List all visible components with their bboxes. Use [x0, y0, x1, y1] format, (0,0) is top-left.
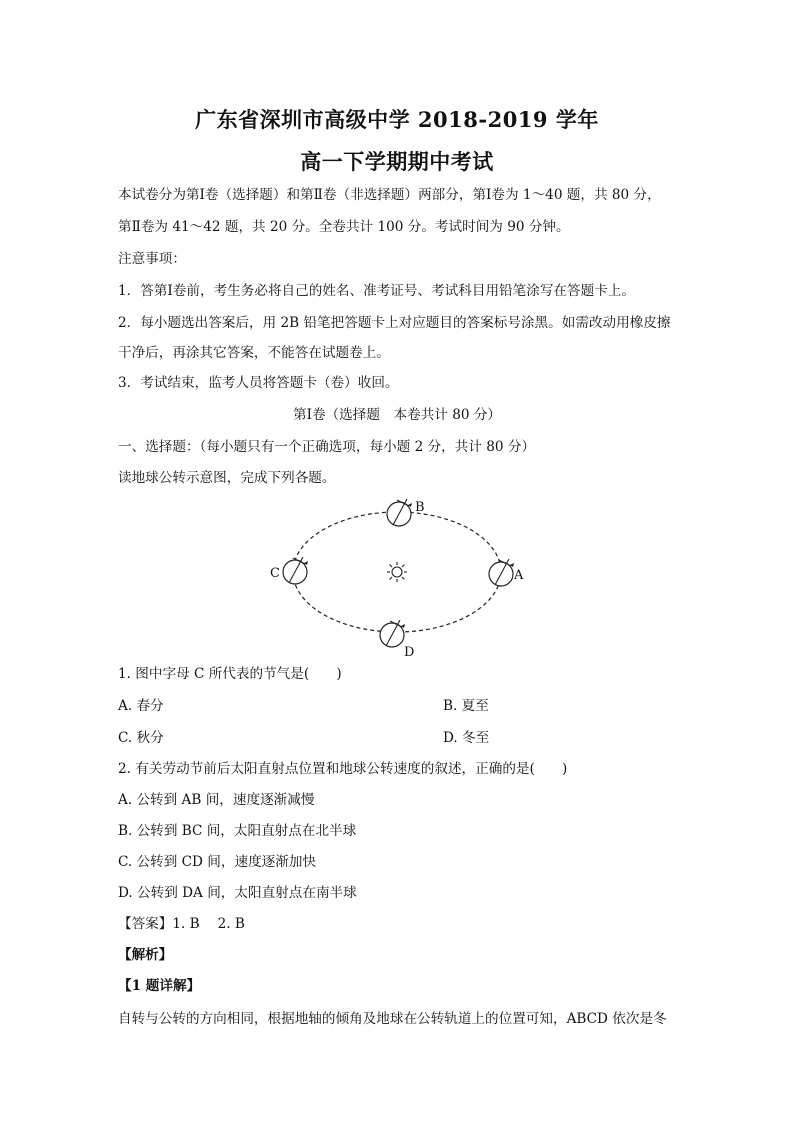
q1-option-a[interactable]: A. 春分	[118, 698, 164, 714]
q1-option-c[interactable]: C. 秋分	[118, 730, 164, 746]
intro-line-1: 本试卷分为第Ⅰ卷（选择题）和第Ⅱ卷（非选择题）两部分，第Ⅰ卷为 1～40 题，共 80 分，	[118, 187, 661, 203]
notes-item-2-line-1: 2．每小题选出答案后，用 2B 铅笔把答题卡上对应题目的答案标号涂黑。如需改动用橡皮擦	[118, 315, 671, 331]
orbit-ellipse	[293, 512, 501, 632]
notes-heading: 注意事项：	[118, 251, 186, 267]
q2-option-b[interactable]: B. 公转到 BC 间，太阳直射点在北半球	[118, 823, 357, 839]
earth-position-a	[489, 559, 514, 586]
q2-option-d[interactable]: D. 公转到 DA 间，太阳直射点在南半球	[118, 885, 357, 901]
earth-position-d	[380, 620, 405, 647]
analysis-heading: 【解析】	[118, 947, 173, 963]
detail-heading: 【1 题详解】	[118, 978, 201, 994]
label-a: A	[514, 568, 524, 583]
q2-option-a[interactable]: A. 公转到 AB 间，速度逐渐减慢	[118, 792, 315, 808]
earth-position-c	[283, 557, 308, 584]
detail-line-1: 自转与公转的方向相同，根据地轴的倾角及地球在公转轨道上的位置可知，ABCD 依次是冬	[118, 1011, 667, 1027]
section-subtitle: 一、选择题：（每小题只有一个正确选项，每小题 2 分，共计 80 分）	[118, 439, 536, 455]
notes-item-3: 3．考试结束，监考人员将答题卡（卷）收回。	[118, 375, 399, 391]
notes-item-1: 1．答第Ⅰ卷前，考生务必将自己的姓名、准考证号、考试科目用铅笔涂写在答题卡上。	[118, 283, 635, 299]
earth-position-b	[387, 499, 412, 526]
earth-revolution-diagram	[262, 490, 532, 660]
intro-line-2: 第Ⅱ卷为 41～42 题，共 20 分。全卷共计 100 分。考试时间为 90 分钟。	[118, 219, 570, 235]
answer-line: 【答案】1. B 2. B	[118, 916, 245, 932]
exam-title-line2: 高一下学期期中考试	[300, 149, 494, 174]
sun-icon	[387, 562, 407, 582]
q1-option-b[interactable]: B. 夏至	[443, 698, 489, 714]
q2-stem: 2. 有关劳动节前后太阳直射点位置和地球公转速度的叙述，正确的是( )	[118, 761, 568, 777]
label-b: B	[415, 500, 425, 515]
exam-title-line1: 广东省深圳市高级中学 2018-2019 学年	[195, 107, 599, 132]
label-d: D	[404, 645, 415, 660]
notes-item-2-line-2: 干净后，再涂其它答案，不能答在试题卷上。	[118, 345, 390, 361]
q2-option-c[interactable]: C. 公转到 CD 间，速度逐渐加快	[118, 854, 317, 870]
q1-option-d[interactable]: D. 冬至	[443, 730, 490, 746]
q1-stem: 1. 图中字母 C 所代表的节气是( )	[118, 666, 342, 682]
section-instruction: 读地球公转示意图，完成下列各题。	[118, 470, 336, 486]
label-c: C	[270, 566, 280, 581]
section-title: 第Ⅰ卷（选择题 本卷共计 80 分）	[292, 407, 502, 423]
